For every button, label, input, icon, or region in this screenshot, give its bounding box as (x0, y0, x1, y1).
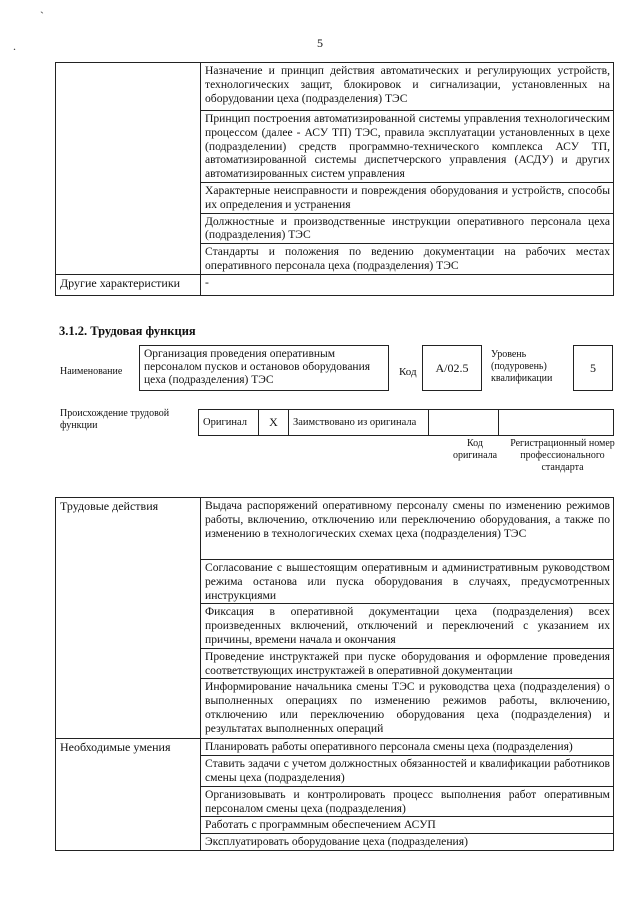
table-row (56, 244, 614, 275)
labor-action-item: Согласование с вышестоящим оперативным и административным руководством режима останова или пуска оборудования в случаях, предусмотренных инструкциями (201, 560, 614, 604)
original-code-caption: Код оригинала (452, 438, 498, 461)
original-mark: X (259, 410, 289, 436)
origin-table (198, 409, 614, 436)
original-code-cell (429, 410, 499, 436)
row-label (56, 244, 201, 275)
table-row (56, 63, 614, 111)
row-label (56, 648, 201, 679)
table-row (56, 756, 614, 787)
table-row (56, 739, 614, 756)
labor-action-item: Выдача распоряжений оперативному персоналу смены по изменению режимов работы, включению, отключению или переключению оборудования, а также по изменению в технологических схемах цеха (подразделения) ТЭС (201, 498, 614, 560)
table-row (56, 183, 614, 214)
table-row (56, 498, 614, 560)
labor-actions-label: Трудовые действия (56, 498, 201, 560)
function-name-box (139, 345, 389, 391)
function-details-table (55, 497, 614, 851)
code-box (422, 345, 482, 391)
registration-number-caption: Регистрационный номер профессионального стандарта (510, 438, 615, 473)
row-label (56, 560, 201, 604)
row-label (56, 111, 201, 183)
row-label (56, 679, 201, 739)
name-label: Наименование (60, 366, 123, 377)
row-label (56, 817, 201, 834)
scan-dot-mark: ` (40, 9, 44, 23)
knowledge-table (55, 62, 614, 296)
row-label (56, 183, 201, 214)
labor-action-item: Информирование начальника смены ТЭС и руководства цеха (подразделения) о выполненных операциях по изменению режимов работы, включению, отключению или переключению оборудования цеха (подразделения) и результатах выполненных операций (201, 679, 614, 739)
borrowed-label: Заимствовано из оригинала (289, 410, 429, 436)
table-row (56, 679, 614, 739)
table-row (56, 213, 614, 244)
function-name-value: Организация проведения оперативным персоналом пусков и остановов оборудования цеха (подразделения) ТЭС (144, 348, 371, 386)
origin-label: Происхождение трудовой функции (60, 408, 170, 431)
row-label (56, 786, 201, 817)
labor-action-item: Проведение инструктажей при пуске оборудования и оформление проведения соответствующих инструктажей в оперативной документации (201, 648, 614, 679)
row-label (56, 834, 201, 851)
qualification-level-label: Уровень (подуровень) квалификации (491, 349, 553, 384)
other-characteristics-value: - (201, 274, 614, 295)
scan-dot-mark: . (13, 39, 16, 53)
skill-item: Работать с программным обеспечением АСУП (201, 817, 614, 834)
required-skills-label: Необходимые умения (56, 739, 201, 756)
table-row (56, 648, 614, 679)
table-row (56, 834, 614, 851)
other-characteristics-label: Другие характеристики (56, 274, 201, 295)
registration-number-cell (499, 410, 614, 436)
row-label (56, 756, 201, 787)
row-label (56, 604, 201, 648)
knowledge-item: Характерные неисправности и повреждения оборудования и устройств, способы их определения и устранения (201, 183, 614, 214)
skill-item: Ставить задачи с учетом должностных обязанностей и квалификации работников смены цеха (подразделения) (201, 756, 614, 787)
table-row (56, 817, 614, 834)
knowledge-item: Назначение и принцип действия автоматических и регулирующих устройств, технологических защит, блокировок и сигнализации, установленных на оборудовании цеха (подразделения) ТЭС (201, 63, 614, 111)
level-box (573, 345, 613, 391)
code-label: Код (399, 366, 417, 378)
table-row (56, 274, 614, 295)
table-row (56, 560, 614, 604)
skill-item: Планировать работы оперативного персонала смены цеха (подразделения) (201, 739, 614, 756)
original-label: Оригинал (199, 410, 259, 436)
labor-action-item: Фиксация в оперативной документации цеха (подразделения) всех произведенных включений, отключений и переключений с указанием их причины, времени начала и окончания (201, 604, 614, 648)
row-label (56, 213, 201, 244)
table-row (56, 604, 614, 648)
row-label (56, 63, 201, 111)
skill-item: Эксплуатировать оборудование цеха (подразделения) (201, 834, 614, 851)
section-title: 3.1.2. Трудовая функция (59, 324, 196, 338)
knowledge-item: Принцип построения автоматизированной системы управления технологическим процессом (далее - АСУ ТП) ТЭС, правила эксплуатации установленных в цехе (подразделении) средств программно-технического комплекса АСУ ТП, автоматизированной системы диспетчерского управления (АСДУ) и других автоматизированных систем управления (201, 111, 614, 183)
table-row (199, 410, 614, 436)
table-row (56, 786, 614, 817)
level-value: 5 (590, 360, 596, 375)
code-value: А/02.5 (435, 360, 469, 375)
table-row (56, 111, 614, 183)
skill-item: Организовывать и контролировать процесс выполнения работ оперативным персоналом смены цеха (подразделения) (201, 786, 614, 817)
page-number: 5 (317, 36, 323, 50)
knowledge-item: Стандарты и положения по ведению документации на рабочих местах оперативного персонала цеха (подразделения) ТЭС (201, 244, 614, 275)
knowledge-item: Должностные и производственные инструкции оперативного персонала цеха (подразделения) ТЭС (201, 213, 614, 244)
